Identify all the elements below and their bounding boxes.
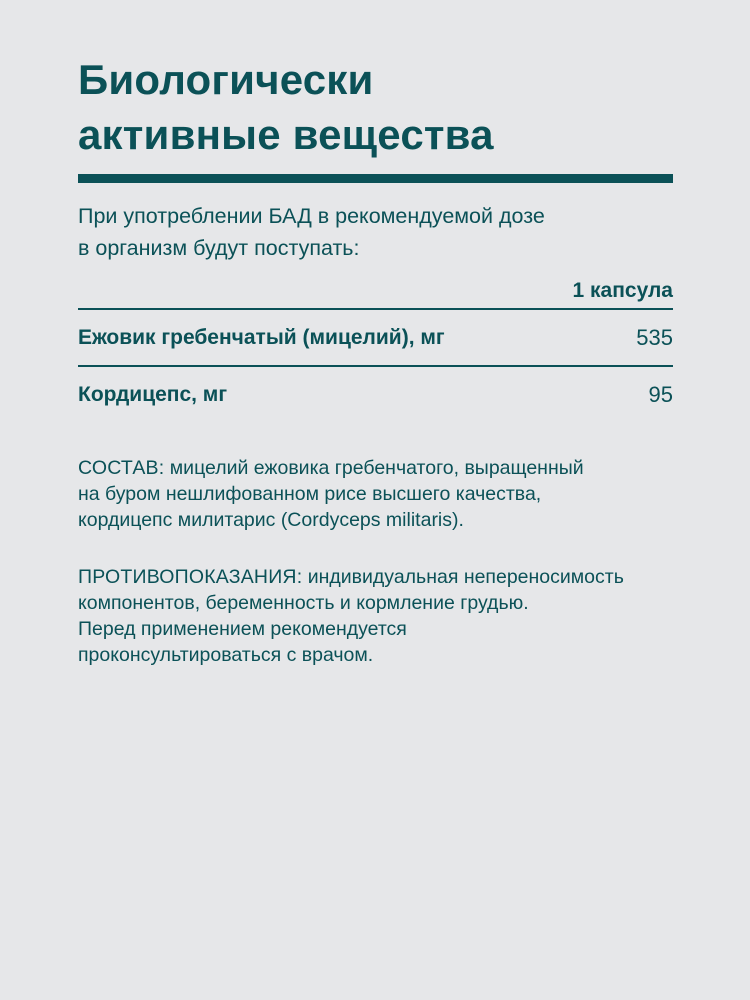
contraindications-label: ПРОТИВОПОКАЗАНИЯ:	[78, 566, 303, 588]
composition-paragraph	[78, 455, 678, 533]
composition-line-1	[78, 455, 678, 481]
substances-table	[78, 274, 673, 422]
contraindications-text-1: индивидуальная непереносимость	[302, 566, 624, 588]
contraindications-paragraph	[78, 564, 678, 668]
substance-amount: 535	[636, 324, 673, 350]
title-line-1: Биологически	[78, 56, 374, 103]
composition-label: СОСТАВ:	[78, 457, 165, 479]
page-title	[78, 52, 673, 162]
substance-amount: 95	[648, 381, 673, 407]
contraindications-line-3: Перед применением рекомендуется	[78, 618, 407, 640]
intro-line-2: в организм будут поступать:	[78, 236, 360, 260]
title-divider	[78, 174, 673, 183]
intro-text	[78, 200, 678, 264]
intro-line-1: При употреблении БАД в рекомендуемой дозе	[78, 204, 545, 228]
composition-line-2: на буром нешлифованном рисе высшего качества,	[78, 483, 542, 505]
substance-name: Ежовик гребенчатый (мицелий), мг	[78, 325, 445, 349]
composition-text-1: мицелий ежовика гребенчатого, выращенный	[164, 457, 584, 479]
table-row	[78, 367, 673, 422]
substance-name: Кордицепс, мг	[78, 382, 228, 406]
contraindications-line-1	[78, 564, 678, 590]
contraindications-line-4: проконсультироваться с врачом.	[78, 644, 374, 666]
composition-line-3: кордицепс милитарис (Cordyceps militaris).	[78, 509, 464, 531]
title-line-2: активные вещества	[78, 111, 494, 158]
table-row	[78, 310, 673, 365]
contraindications-line-2: компонентов, беременность и кормление грудью.	[78, 592, 529, 614]
column-header-dose: 1 капсула	[572, 279, 673, 302]
